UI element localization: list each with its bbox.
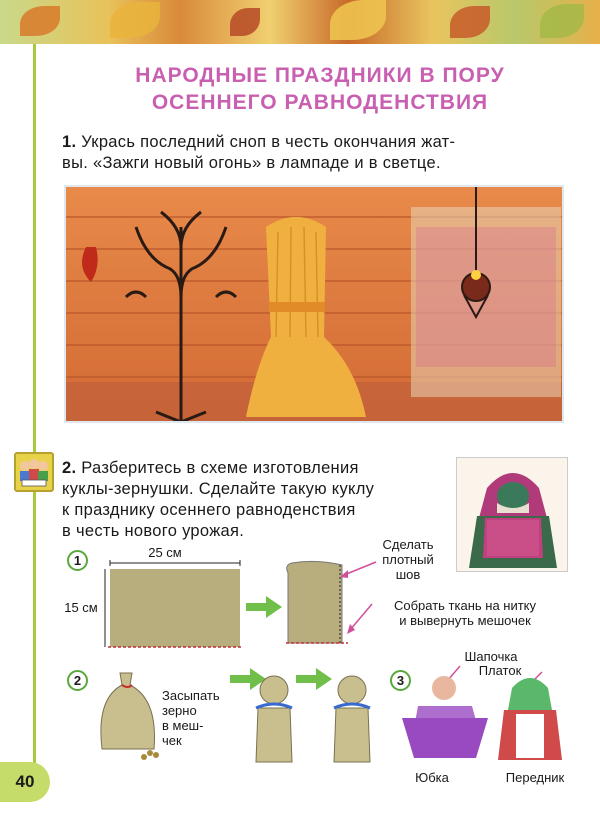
apron-label: Передник	[505, 770, 565, 785]
grain-sack-shaped	[330, 668, 374, 764]
scarf-label: Платок	[478, 663, 522, 678]
skirt-label: Юбка	[415, 770, 449, 785]
step-2-badge: 2	[67, 670, 88, 691]
fill-label: Засыпать зерно в меш- чек	[162, 688, 220, 748]
title-line-2: ОСЕННЕГО РАВНОДЕНСТВИЯ	[151, 91, 489, 114]
pink-pointer-2-icon	[344, 602, 374, 636]
height-label: 15 см	[64, 600, 98, 615]
grain-doll-photo	[456, 457, 568, 572]
task-1-number: 1.	[62, 133, 77, 151]
gather-label: Собрать ткань на нитку и вывернуть мешочек	[393, 598, 537, 628]
task-2-line-4: в честь нового урожая.	[62, 522, 245, 540]
pink-pointer-icon	[338, 560, 378, 580]
dressed-dolls	[392, 658, 572, 770]
title-line-1: НАРОДНЫЕ ПРАЗДНИКИ В ПОРУ	[135, 64, 505, 87]
page-number: 40	[0, 762, 50, 802]
task-1-text	[62, 132, 572, 174]
task-2-line-3: к празднику осеннего равноденствия	[62, 501, 356, 519]
step-1-badge: 1	[67, 550, 88, 571]
hut-interior-illustration	[64, 185, 564, 423]
cap-label: Шапочка	[464, 649, 518, 664]
seam-label: Сделать плотный шов	[382, 537, 434, 582]
fabric-rectangle	[100, 555, 250, 655]
grain-sack-open	[88, 665, 168, 765]
autumn-leaves-header-band	[0, 0, 600, 44]
step-3-badge: 3	[390, 670, 411, 691]
width-label: 25 см	[148, 545, 182, 560]
group-work-icon	[14, 452, 54, 492]
task-2-line-1: Разберитесь в схеме изготовления	[81, 459, 359, 477]
page-margin-line	[33, 44, 36, 779]
task-1-line-2: вы. «Зажги новый огонь» в лампаде и в светце.	[62, 154, 441, 172]
page-title	[60, 62, 580, 116]
arrow-right-icon	[246, 596, 282, 618]
grain-sack-tied	[252, 668, 296, 764]
task-2-number: 2.	[62, 459, 77, 477]
task-2-text	[62, 458, 452, 542]
arrow-right-3-icon	[296, 668, 332, 690]
task-1-line-1: Укрась последний сноп в честь окончания жат-	[81, 133, 456, 151]
task-2-line-2: куклы-зернушки. Сделайте такую куклу	[62, 480, 375, 498]
